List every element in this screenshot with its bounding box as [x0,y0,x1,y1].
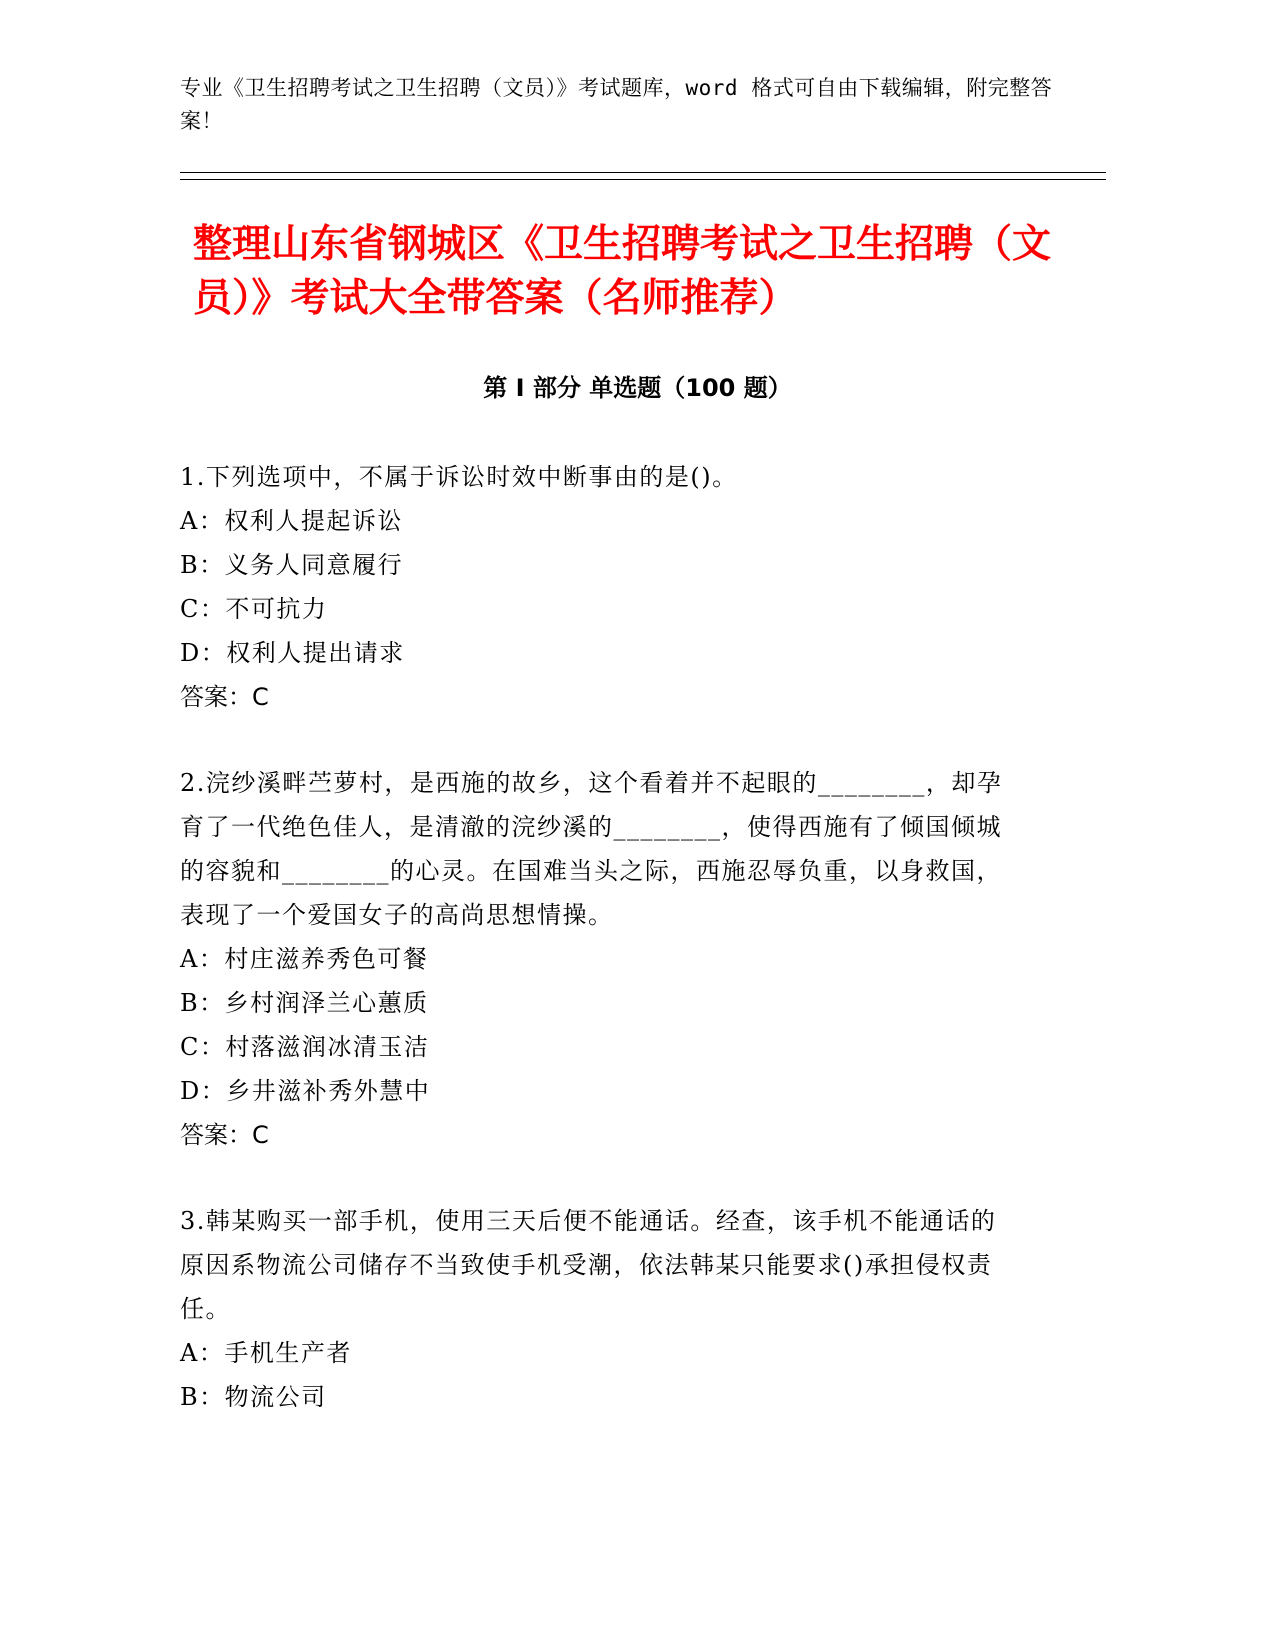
option-d: D：权利人提出请求 [180,639,405,667]
option-c: C：村落滋润冰清玉洁 [180,1033,430,1061]
option-c: C：不可抗力 [180,595,328,623]
header-divider-bottom [180,179,1106,180]
option-a: A：权利人提起诉讼 [180,507,403,535]
question-1 [180,455,1020,719]
answer: 答案：C [180,1121,269,1149]
option-b: B：乡村润泽兰心蕙质 [180,989,429,1017]
answer: 答案：C [180,683,269,711]
question-3 [180,1199,1020,1419]
option-b: B：义务人同意履行 [180,551,404,579]
question-2 [180,761,1020,1157]
section-heading: 第 I 部分 单选题（100 题） [483,374,792,402]
question-stem: 2.浣纱溪畔苎萝村，是西施的故乡，这个看着并不起眼的________，却孕育了一代绝色佳人，是清澈的浣纱溪的________，使得西施有了倾国倾城的容貌和________的心灵。在国难当头之际，西施忍辱负重，以身救国，表现了一个爱国女子的高尚思想情操。 [180,769,1003,929]
document-title: 整理山东省钢城区《卫生招聘考试之卫生招聘（文员）》考试大全带答案（名师推荐） [193,222,1052,321]
option-b: B：物流公司 [180,1383,327,1411]
option-a: A：手机生产者 [180,1339,352,1367]
header-divider-top [180,172,1106,173]
question-stem: 1.下列选项中，不属于诉讼时效中断事由的是()。 [180,463,738,491]
header-note: 专业《卫生招聘考试之卫生招聘（文员）》考试题库，word 格式可自由下载编辑，附完整答案！ [180,76,1053,133]
option-d: D：乡井滋补秀外慧中 [180,1077,431,1105]
question-list [180,455,1020,1461]
question-stem: 3.韩某购买一部手机，使用三天后便不能通话。经查，该手机不能通话的原因系物流公司储存不当致使手机受潮，依法韩某只能要求()承担侵权责任。 [180,1207,997,1323]
option-a: A：村庄滋养秀色可餐 [180,945,429,973]
